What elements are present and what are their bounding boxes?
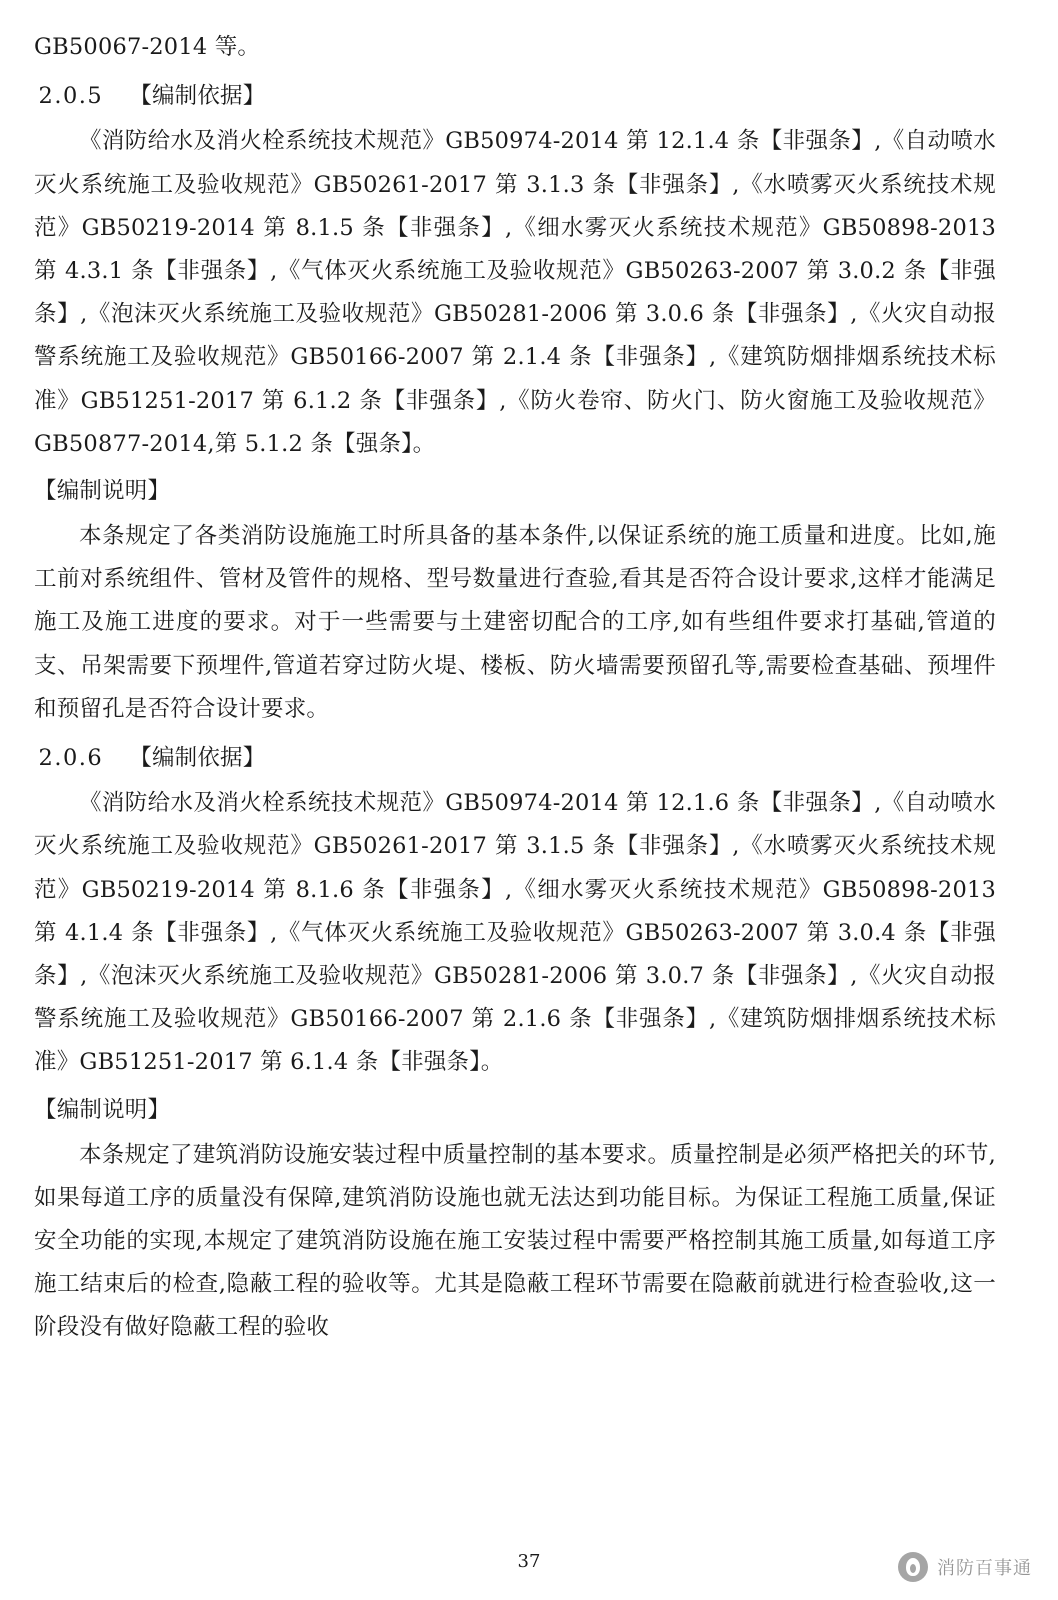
watermark-label: 消防百事通 — [937, 1558, 1032, 1579]
clause-2-0-6-note-body: 本条规定了建筑消防设施安装过程中质量控制的基本要求。质量控制是必须严格把关的环节,如果每道工序的质量没有保障,建筑消防设施也就无法达到功能目标。为保证工程施工质量,保证安全功能的实现,本规定了建筑消防设施在施工安装过程中需要严格控制其施工质量,如每道工序施工结束后的检查,隐蔽工程的验收等。尤其是隐蔽工程环节需要在隐蔽前就进行检查验收,这一阶段没有做好隐蔽工程的验收 — [34, 1141, 996, 1341]
clause-number: 2.0.5 — [38, 83, 104, 110]
clause-number: 2.0.6 — [38, 745, 104, 771]
clause-title: 【编制依据】 — [129, 745, 266, 771]
watermark — [898, 1552, 1032, 1582]
clause-heading-2-0-6 — [34, 737, 996, 780]
page-bottom-fade — [0, 1522, 1058, 1538]
paragraph-continued-top: GB50067-2014 等。 — [34, 34, 261, 60]
document-body — [34, 26, 996, 1350]
clause-2-0-5-note-title: 【编制说明】 — [34, 477, 171, 504]
clause-2-0-5-note-body: 本条规定了各类消防设施施工时所具备的基本条件,以保证系统的施工质量和进度。比如,施工前对系统组件、管材及管件的规格、型号数量进行查验,看其是否符合设计要求,这样才能满足施工及施工进度的要求。对于一些需要与土建密切配合的工序,如有些组件要求打基础,管道的支、吊架需要下预埋件,管道若穿过防火堤、楼板、防火墙需要预留孔等,需要检查基础、预埋件和预留孔是否符合设计要求。 — [34, 523, 996, 722]
clause-2-0-5-basis-text: 《消防给水及消火栓系统技术规范》GB50974-2014 第 12.1.4 条【非强条】,《自动喷水灭火系统施工及验收规范》GB50261-2017 第 3.1.3 条【非强条】,《水喷雾灭火系统技术规范》GB50219-2014 第 8.1.5 条【非强条】,《细水雾灭火系统技术规范》GB50898-2013 第 4.3.1 条【非强条】,《气体灭火系统施工及验收规范》GB50263-2007 第 3.0.2 条【非强条】,《泡沫灭火系统施工及验收规范》GB50281-2006 第 3.0.6 条【非强条】,《火灾自动报警系统施工及验收规范》GB50166-2007 第 2.1.4 条【非强条】,《建筑防烟排烟系统技术标准》GB51251-2017 第 6.1.2 条【非强条】,《防火卷帘、防火门、防火窗施工及验收规范》GB50877-2014,第 5.1.2 条【强条】。 — [34, 128, 996, 457]
flame-icon — [898, 1552, 928, 1582]
page-number: 37 — [517, 1551, 541, 1572]
clause-title: 【编制依据】 — [129, 83, 266, 110]
clause-2-0-6-note-title: 【编制说明】 — [34, 1096, 171, 1123]
clause-heading-2-0-5 — [34, 75, 996, 118]
clause-2-0-6-basis-text: 《消防给水及消火栓系统技术规范》GB50974-2014 第 12.1.6 条【非强条】,《自动喷水灭火系统施工及验收规范》GB50261-2017 第 3.1.5 条【非强条】,《水喷雾灭火系统技术规范》GB50219-2014 第 8.1.6 条【非强条】,《细水雾灭火系统技术规范》GB50898-2013 第 4.1.4 条【非强条】,《气体灭火系统施工及验收规范》GB50263-2007 第 3.0.4 条【非强条】,《泡沫灭火系统施工及验收规范》GB50281-2006 第 3.0.7 条【非强条】,《火灾自动报警系统施工及验收规范》GB50166-2007 第 2.1.6 条【非强条】,《建筑防烟排烟系统技术标准》GB51251-2017 第 6.1.4 条【非强条】。 — [34, 790, 996, 1076]
